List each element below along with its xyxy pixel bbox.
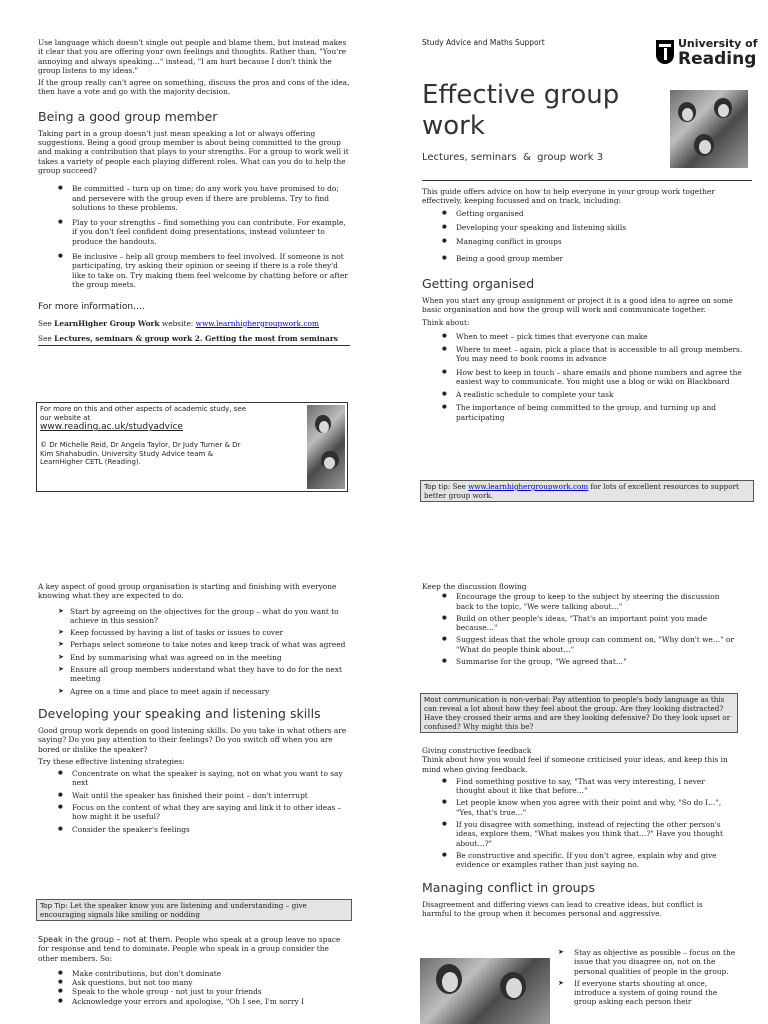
more-info-heading: For more information…. [38,302,145,313]
feedback-list [422,777,734,870]
top-tip-label: Top Tip [40,901,66,910]
member-bullet-list [38,184,350,289]
list-item: ➤ Agree on a time and place to meet again if necessary [38,687,348,696]
topics-list [422,209,752,264]
heading-good-group-member: Being a good group member [38,108,218,124]
page-3 [38,582,348,837]
conflict-list [556,948,738,1007]
think-about: Think about: [422,318,470,328]
organisation-intro: A key aspect of good group organisation is starting and finishing with everyone knowing what they are expected to do. [38,582,337,601]
member-paragraph: Taking part in a group doesn't just mean speaking a lot or always offering suggestions. Being a good group member is about being committed to the group and making a contribution that plays to your strengths. For a group to work well it takes a variety of people each playing different roles. What can you do to help the group succeed? [38,128,349,175]
list-item: ● Ask questions, but not too many [38,978,348,987]
document-subtitle: Lectures, seminars & group work 3 [422,152,604,163]
list-item: ➤ End by summarising what was agreed on in the meeting [38,653,348,662]
contact-text: For more on this and other aspects of academic study, see our website at [40,405,246,422]
studyadvice-link[interactable]: www.reading.ac.uk/studyadvice [40,422,183,433]
top-tip-box: Top tip: See www.learnhighergroupwork.com for lots of excellent resources to support better group work. [420,480,754,502]
guide-intro: This guide offers advice on how to help everyone in your group work together effectively, keeping focussed and on track, including: [422,187,715,206]
discussion-list [422,592,734,666]
heading-feedback: Giving constructive feedback [422,746,532,755]
students-photo [670,90,748,168]
top-tip-label: Top tip [424,482,448,491]
page-4 [422,582,734,669]
organisation-steps [38,607,348,696]
list-item: ● Suggest ideas that the whole group can comment on, "Why don't we…" or "What do people think about…" [422,635,734,654]
list-item: ● The importance of being committed to the group, and turning up and participating [422,403,752,422]
intro-paragraph-2: If the group really can't agree on something, discuss the pros and cons of the idea, then have a vote and go with the majority decision. [38,78,350,97]
heading-getting-organised: Getting organised [422,275,535,291]
list-item: ● Concentrate on what the speaker is saying, not on what you want to say next [38,769,348,788]
conflict-paragraph: Disagreement and differing views can lead to creative ideas, but conflict is harmful to the group when it becomes personal and aggressive. [422,899,703,918]
university-logo [656,38,756,72]
list-item: ● Acknowledge your errors and apologise, "Oh I see, I'm sorry I [38,997,348,1006]
page-1 [38,38,350,346]
logo-line-2: Reading [678,49,757,69]
organised-paragraph: When you start any group assignment or project it is a good idea to agree on some basic organisation and how the group will work and communicate together. [422,295,733,315]
list-item: ● If you disagree with something, instead of rejecting the other person's ideas, explore them, "What makes you think that…?" Have you thought about…?" [422,820,734,848]
list-item: ● Speak to the whole group - not just to your friends [38,987,348,996]
contact-box [36,402,348,492]
speak-list [38,969,348,1006]
learnhigher-label: LearnHigher Group Work [54,318,160,328]
speaking-paragraph: Good group work depends on good listening skills. Do you take in what others are saying? Do you pay attention to their feelings? Do you switch off when you are bored or dislike the speaker? [38,725,347,754]
header-label: Study Advice and Maths Support [422,38,545,47]
heading-managing-conflict: Managing conflict in groups [422,879,595,895]
list-item: ● Developing your speaking and listening skills [422,223,752,232]
list-item: ● How best to keep in touch – share emails and phone numbers and agree the easiest way to communicate. You might use a blog or wiki on Blackboard [422,368,752,387]
list-item: ● Encourage the group to keep to the subject by steering the discussion back to the topic, "We were talking about…" [422,592,734,611]
list-item: ● Wait until the speaker has finished their point – don't interrupt [38,791,348,800]
list-item: ● Find something positive to say, "That was very interesting, I never thought about it like that before…" [422,777,734,796]
list-item: ● Let people know when you agree with their point and why, "So do I…", "Yes, that's true…" [422,798,734,817]
list-item: ● Be committed – turn up on time; do any work you have promised to do; and persevere with the group even if there are problems. Try to find solutions to these problems. [38,184,350,212]
title-rule [422,180,752,181]
list-item: ➤ If everyone starts shouting at once, introduce a system of going round the group asking each person their [556,979,738,1007]
logo-line-1: University of [678,37,758,50]
organised-list [422,332,752,422]
see-learnhigher-line: See LearnHigher Group Work website: www.learnhighergroupwork.com [38,318,320,328]
list-item: ● Managing conflict in groups [422,237,752,246]
list-item: ➤ Ensure all group members understand what they have to do for the next meeting [38,665,348,684]
list-item: ● Being a good group member [422,254,752,263]
learnhigher-link[interactable]: www.learnhighergroupwork.com [468,482,589,491]
list-item: ● When to meet – pick times that everyone can make [422,332,752,341]
list-item: ● Build on other people's ideas, "That's an important point you made because…" [422,614,734,633]
list-item: ● Focus on the content of what they are saying and link it to other ideas – how might it be useful? [38,803,348,822]
credits-text: © Dr Michelle Reid, Dr Angela Taylor, Dr Judy Turner & Dr Kim Shahabudin. University Study Advice team & LearnHigher CETL (Reading). [40,441,241,467]
people-photo [420,958,550,1024]
learnhigher-link[interactable]: www.learnhighergroupwork.com [195,318,320,328]
intro-paragraph-1: Use language which doesn't single out people and blame them, but instead makes it clear that you are offering your own feelings and thoughts. Rather than, "You're annoying and always speaking…" instead, "I am hurt because I don't think the group listens to my ideas." [38,38,347,75]
list-item: ● Where to meet – again, pick a place that is accessible to all group members. You may need to book rooms in advance [422,345,752,364]
non-verbal-label: Most communication is non-verbal: [424,695,551,704]
list-item: ● A realistic schedule to complete your task [422,390,752,399]
list-item: ● Make contributions, but don't dominate [38,969,348,978]
feedback-paragraph: Think about how you would feel if someone criticised your ideas, and keep this in mind when giving feedback. [422,755,728,774]
list-item: ● Consider the speaker's feelings [38,825,348,834]
page-4-feedback [422,746,734,921]
list-item: ➤ Perhaps select someone to take notes and keep track of what was agreed [38,640,348,649]
list-item: ● Getting organised [422,209,752,218]
list-item: ● Be constructive and specific. If you don't agree, explain why and give evidence or examples rather than just saying no. [422,851,734,870]
heading-speaking-listening: Developing your speaking and listening skills [38,705,321,721]
speak-in-group-heading: Speak in the group – not at them. [38,935,173,944]
list-item: ● Be inclusive – help all group members to feel involved. If someone is not participating, try asking their opinion or seeing if there is a role they'd like to take on. Try making them feel welcome by chatting before or after the group meets. [38,252,350,289]
list-item: ● Summarise for the group, "We agreed that…" [422,657,734,666]
document-title: Effective group work [422,80,620,141]
list-item: ➤ Start by agreeing on the objectives for the group – what do you want to achieve in this session? [38,607,348,626]
lectures-guide-ref: Lectures, seminars & group work 2. Getting the most from seminars [54,333,338,343]
listening-strategies [38,769,348,834]
heading-discussion-flowing: Keep the discussion flowing [422,582,527,591]
page-2-body [422,187,752,425]
strategies-intro: Try these effective listening strategies: [38,756,185,766]
conflict-tips [556,948,738,1010]
top-tip-box: Top Tip: Let the speaker know you are listening and understanding – give encouraging signals like smiling or nodding [36,899,352,921]
see-lectures-line: See Lectures, seminars & group work 2. Getting the most from seminars [38,334,350,346]
list-item: ➤ Keep focussed by having a list of tasks or issues to cover [38,628,348,637]
students-photo [307,405,345,489]
non-verbal-box: Most communication is non-verbal: Pay attention to people's body language as this can reveal a lot about how they feel about the group. Are they looking distracted? Have they crossed their arms and are they looking defensive? Do they look upset or confused? Why might this be? [420,693,738,733]
list-item: ● Play to your strengths – find something you can contribute. For example, if you don't feel confident doing presentations, instead volunteer to produce the handouts. [38,218,350,246]
list-item: ➤ Stay as objective as possible – focus on the issue that you disagree on, not on the personal qualities of people in the group. [556,948,738,976]
speak-in-group-paragraph: Speak in the group – not at them. People who speak at a group leave no space for response and tend to dominate. People who speak in a group consider the other members. So: [38,935,341,963]
crest-icon [656,40,674,64]
page-3-lower [38,935,348,1006]
